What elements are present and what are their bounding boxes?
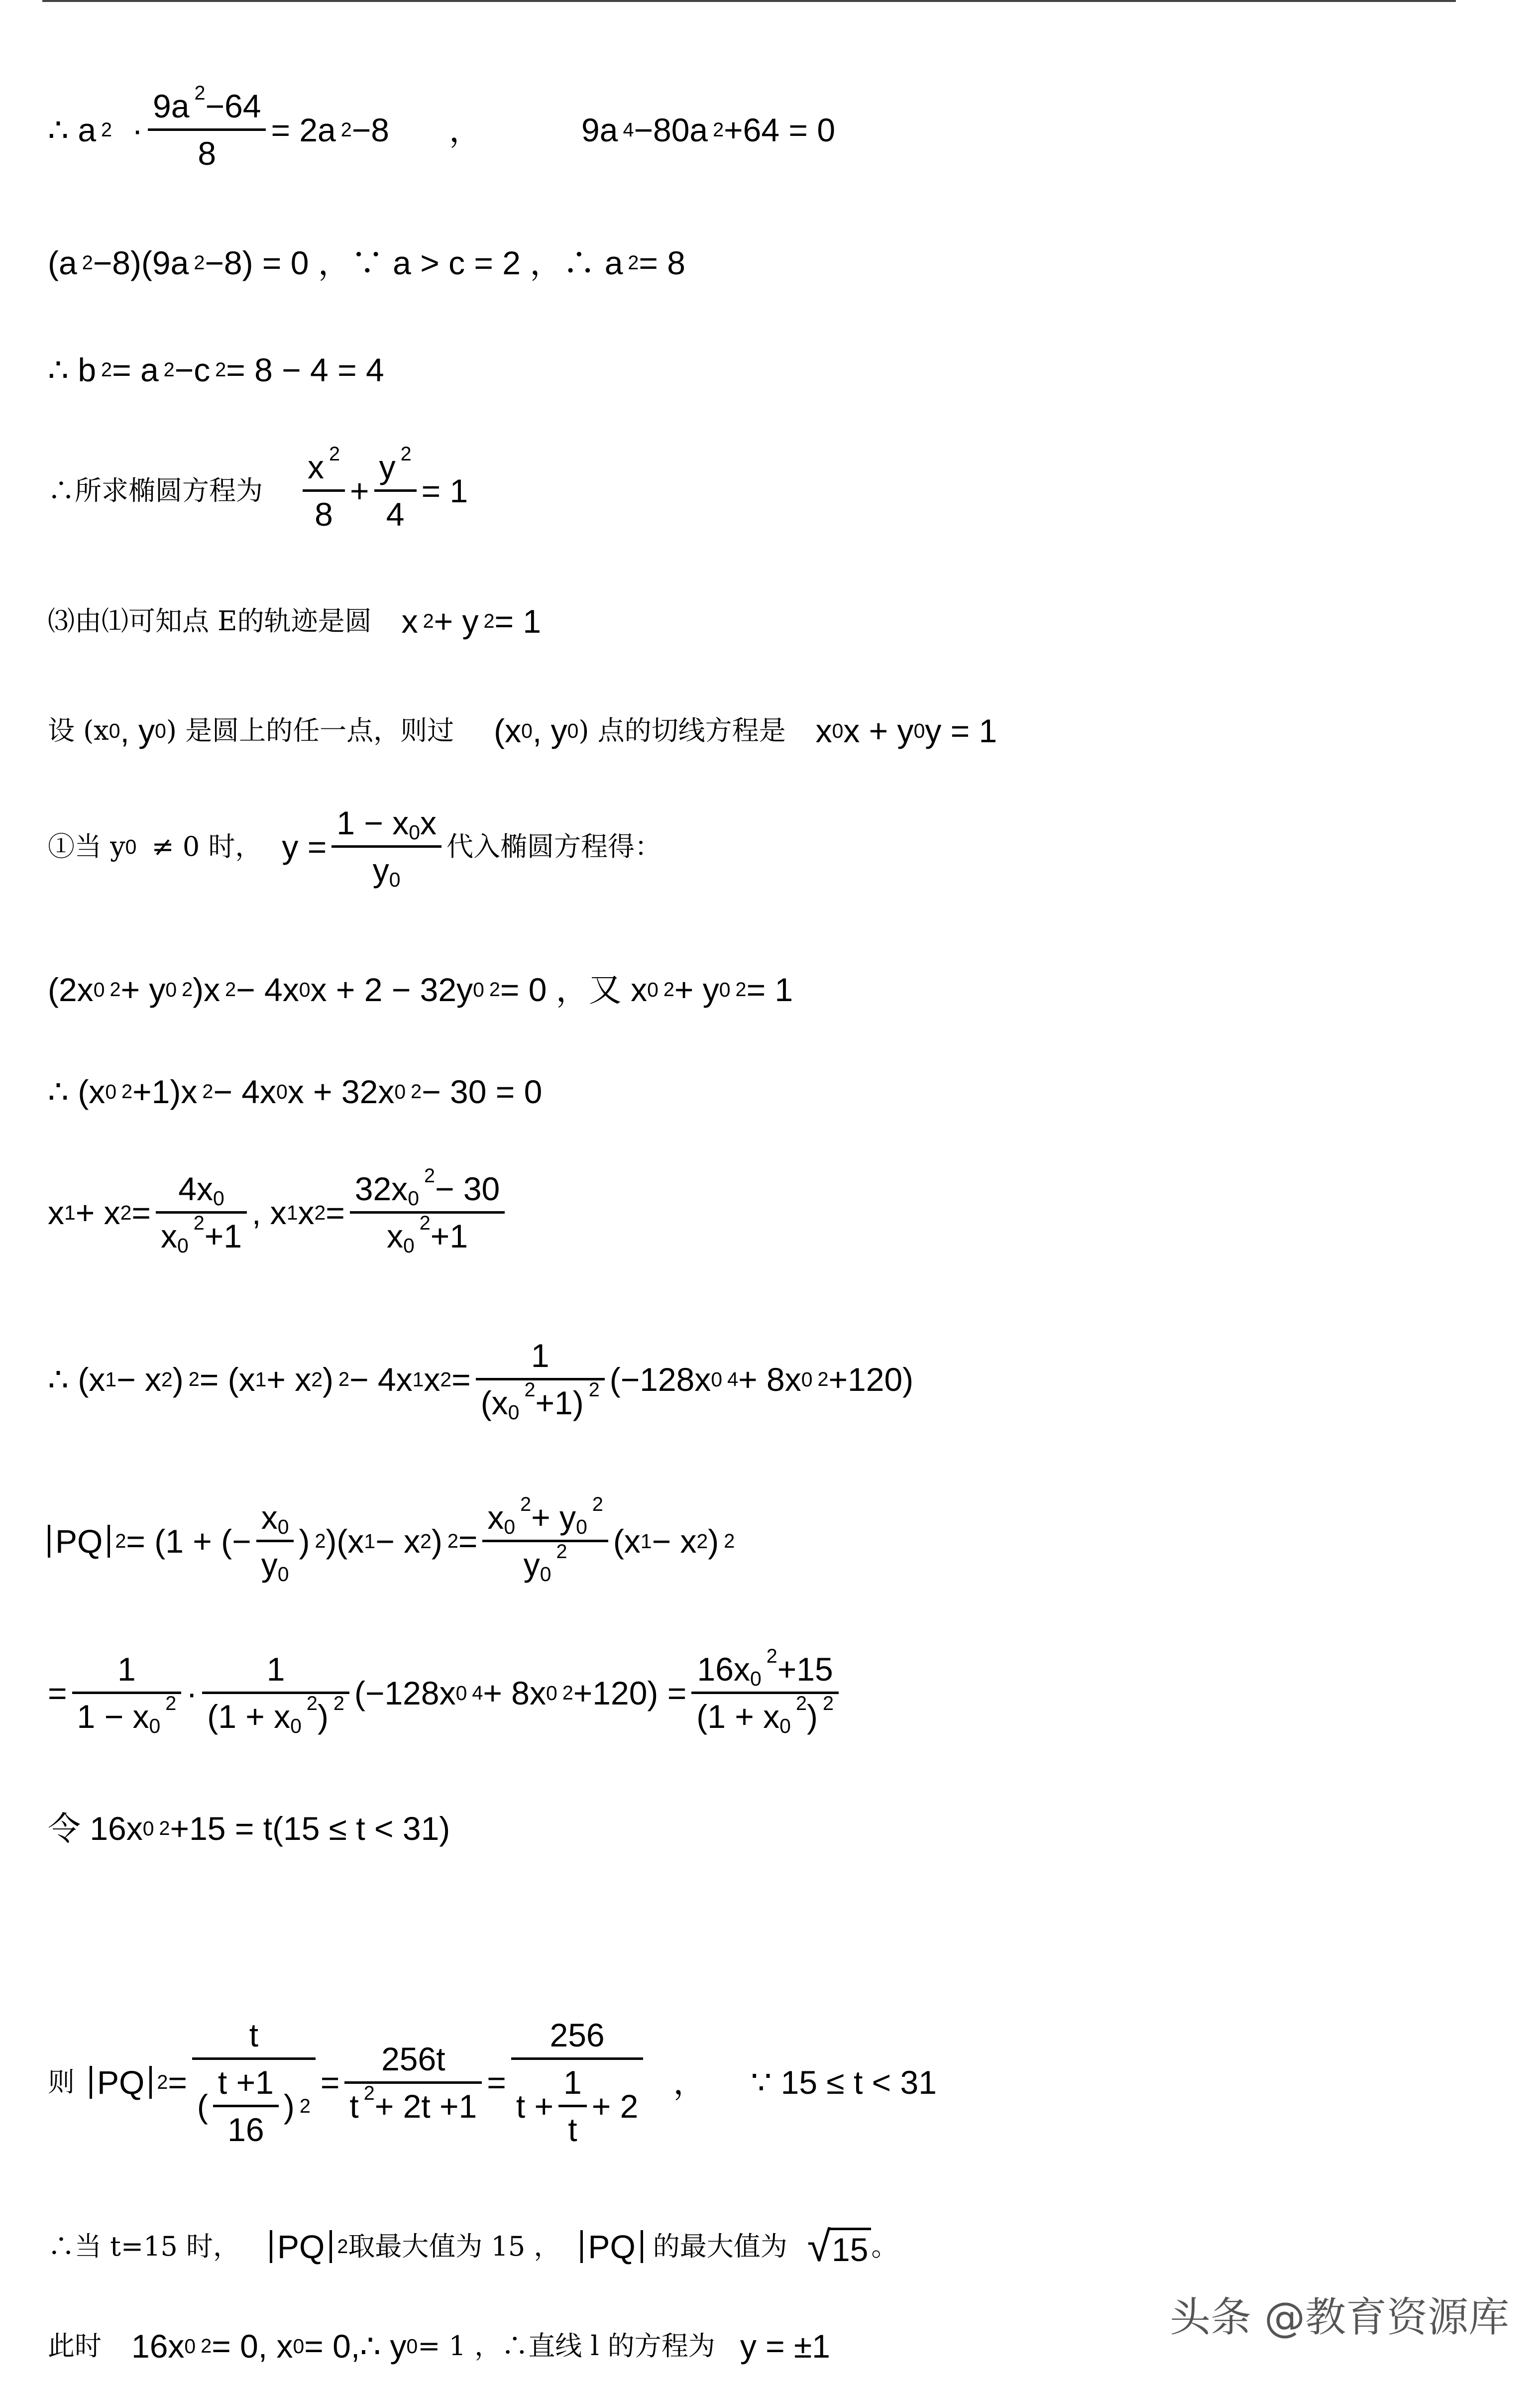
fraction: 256 t + $\frac{1}{t}$ + 2	[511, 2019, 644, 2146]
fraction: $\frac{x_0^2+ y_0^2}{y_0^2}$	[482, 1501, 608, 1581]
text: = 8 − 4 = 4	[226, 351, 384, 388]
math-line-15: 则 PQ 2 = t ( $\frac{t +1}{16}$ ) 2 = $\frac{256t}{t ^2+ 2t +1}$ = 256 t + $\frac{1}{t}$ + 2 ， ∵ 15 ≤ t < 31	[48, 2017, 937, 2148]
text: ，	[449, 111, 482, 148]
text: +	[350, 472, 369, 509]
math-line-6: 设 (x 0 , y 0 ) 是圆上的任一点，则过 (x 0 , y 0 ) 点的切线方程是 x 0 x + y 0 y = 1	[48, 712, 997, 749]
math-line-4	[48, 443, 468, 533]
fraction: $\frac{256t}{t ^2+ 2t +1}$	[344, 2042, 482, 2123]
text: ∴ b	[48, 351, 97, 388]
top-rule	[42, 0, 1456, 2]
text: ⑶由⑴可知点 E的轨迹是圆	[48, 605, 372, 637]
inner-fraction: $\frac{1}{t}$	[558, 2066, 587, 2146]
text: −8)(9a	[93, 244, 189, 281]
abs-pq: PQ	[270, 2230, 332, 2263]
square-root: √ 15	[807, 2225, 872, 2268]
text: −64	[205, 88, 261, 124]
text: = 1	[421, 472, 468, 509]
fraction: $\frac{1}{(1 + x_0^2) ^2}$	[202, 1653, 349, 1733]
text: +64 = 0	[724, 111, 836, 148]
math-line-10: x 1 + x 2 = $\frac{4x_0}{x_0^2+1}$ , x 1 x 2 = $\frac{32x_0^2- 30}{x_0^2+1}$	[48, 1172, 510, 1252]
fraction: $\frac{x_0}{y_0}$	[256, 1501, 294, 1581]
fraction: $\frac{9a ^2-64}{8}$	[148, 90, 266, 170]
fraction: t ( $\frac{t +1}{16}$ ) 2	[192, 2019, 316, 2146]
text: 9a	[153, 88, 190, 124]
fraction: $\frac{x ^2}{8}$	[303, 451, 345, 531]
text: 8	[148, 128, 266, 170]
math-line-12: PQ 2 = (1 + (− $\frac{x_0}{y_0}$ ) 2 )(x 1 − x 2 ) 2 = $\frac{x_0^2+ y_0^2}{y_0^2}$ (x 1 − x 2 ) 2	[48, 1501, 735, 1581]
abs-pq: PQ	[48, 1525, 110, 1558]
abs-pq: PQ	[580, 2230, 643, 2263]
fraction: $\frac{y ^2}{4}$	[374, 451, 417, 531]
text: −8	[351, 111, 390, 148]
math-line-7: ①当 y 0 ≠ 0 时， y = $\frac{1 - x_0x}{y_0}$ 代入椭圆方程得：	[48, 804, 661, 892]
math-line-17: 此时 16x 0 2 = 0, x 0 = 0,∴ y 0 = 1 ，∴直线 l 的方程为 y = ±1	[48, 2328, 830, 2365]
math-line-16: ∴当 t=15 时， PQ 2 取最大值为 15 ， PQ 的最大值为 √ 15 。	[48, 2223, 898, 2270]
text: (a	[48, 244, 77, 281]
text: −c	[174, 351, 211, 388]
math-line-13: = $\frac{1}{1 - x_0^2}$ · $\frac{1}{(1 + x_0^2) ^2}$ (−128x 0 4 + 8x 0 2 +120) = $\frac{16x_0^2+15}{(1 + x_0^2) ^2}$	[48, 1653, 844, 1733]
text: = 2a	[271, 111, 336, 148]
fraction: $\frac{16x_0^2+15}{(1 + x_0^2) ^2}$	[691, 1653, 839, 1733]
fraction: $\frac{4x_0}{x_0^2+1}$	[156, 1172, 247, 1252]
math-line-5: ⑶由⑴可知点 E的轨迹是圆 x 2 + y 2 = 1	[48, 603, 542, 640]
watermark: 头条 @教育资源库	[1170, 2294, 1510, 2341]
inner-fraction: $\frac{t +1}{16}$	[213, 2066, 279, 2146]
math-line-11: ∴ (x 1 − x 2 ) 2 = (x 1 + x 2 ) 2 − 4x 1 x 2 = $\frac{1}{(x_0^2+1) ^2}$ (−128x 0 4 + 8x 0 2 +120)	[48, 1337, 914, 1424]
text: ∴所求椭圆方程为	[48, 474, 263, 506]
text: −8) = 0 ，∵ a > c = 2 ，∴ a	[205, 244, 623, 281]
math-line-1: ∴ a 2 · $\frac{9a ^2-64}{8}$ = 2a 2 −8 ， 9a 4 −80a 2 +64 = 0	[48, 82, 836, 172]
text: ∴ a	[48, 111, 97, 148]
fraction: $\frac{1}{(x_0^2+1) ^2}$	[476, 1339, 605, 1419]
text: = 8	[639, 244, 686, 281]
fraction: $\frac{1}{1 - x_0^2}$	[72, 1653, 182, 1733]
fraction: $\frac{32x_0^2- 30}{x_0^2+1}$	[350, 1172, 505, 1252]
text: = a	[112, 351, 159, 388]
math-line-8: (2x 0 2 + y 0 2 )x 2 − 4x 0 x + 2 − 32y 0 2 = 0 ，又 x 0 2 + y 0 2 = 1	[48, 971, 793, 1008]
abs-pq: PQ	[90, 2066, 152, 2099]
math-line-14: 令 16x 0 2 +15 = t(15 ≤ t < 31)	[48, 1810, 450, 1847]
fraction: $\frac{1 - x_0x}{y_0}$	[331, 806, 441, 887]
text: −80a	[634, 111, 708, 148]
math-line-3: ∴ b 2 = a 2 −c 2 = 8 − 4 = 4	[48, 351, 384, 388]
math-line-2: (a 2 −8)(9a 2 −8) = 0 ，∵ a > c = 2 ，∴ a 2 = 8	[48, 244, 686, 281]
text: 9a	[581, 111, 618, 148]
math-line-9: ∴ (x 0 2 +1)x 2 − 4x 0 x + 32x 0 2 − 30 = 0	[48, 1073, 543, 1110]
